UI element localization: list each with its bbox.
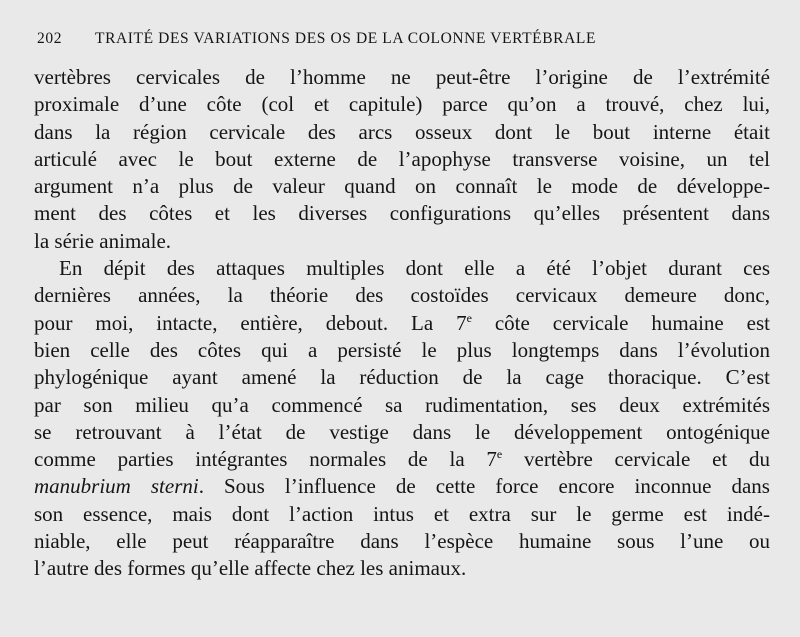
text-line: par son milieu qu’a commencé sa rudimentation, ses deux extrémités bbox=[34, 392, 770, 417]
text-line: bien celle des côtes qui a persisté le plus longtemps dans l’évolution bbox=[34, 337, 770, 362]
text-line bbox=[34, 473, 770, 500]
running-head bbox=[37, 30, 767, 56]
text-line: l’autre des formes qu’elle affecte chez les animaux. bbox=[34, 556, 467, 581]
text-line: se retrouvant à l’état de vestige dans le développement ontogénique bbox=[34, 419, 770, 444]
text-segment: côte cervicale humaine est bbox=[471, 310, 770, 335]
text-line: niable, elle peut réapparaître dans l’espèce humaine sous l’une ou bbox=[34, 529, 770, 554]
paragraph-1 bbox=[34, 64, 770, 255]
paragraph-2 bbox=[34, 255, 770, 583]
text-line: proximale d’une côte (col et capitule) parce qu’on a trouvé, chez lui, bbox=[34, 92, 770, 117]
text-segment: . Sous l’influence de cette force encore inconnue dans bbox=[198, 474, 770, 499]
ordinal-superscript: e bbox=[496, 447, 503, 462]
body-text bbox=[34, 64, 770, 583]
text-line: la série animale. bbox=[34, 228, 172, 253]
text-line: ment des côtes et les diverses configurations qu’elles présentent dans bbox=[34, 201, 770, 226]
text-line bbox=[34, 446, 770, 473]
text-segment: pour moi, intacte, entière, debout. La 7 bbox=[34, 310, 467, 335]
text-line bbox=[34, 310, 770, 337]
text-line: phylogénique ayant amené la réduction de la cage thoracique. C’est bbox=[34, 365, 770, 390]
text-line: En dépit des attaques multiples dont elle a été l’objet durant ces bbox=[59, 256, 770, 281]
text-segment: comme parties intégrantes normales de la 7 bbox=[34, 447, 497, 472]
text-line: dans la région cervicale des arcs osseux dont le bout interne était bbox=[34, 119, 770, 144]
text-segment: vertèbre cervicale et du bbox=[502, 447, 770, 472]
text-line: vertèbres cervicales de l’homme ne peut-être l’origine de l’extrémité bbox=[34, 65, 770, 89]
running-title: TRAITÉ DES VARIATIONS DES OS DE LA COLONNE VERTÉBRALE bbox=[95, 30, 597, 47]
latin-term: manubrium sterni bbox=[34, 474, 199, 499]
text-line: argument n’a plus de valeur quand on connaît le mode de développe- bbox=[34, 174, 770, 199]
text-line: son essence, mais dont l’action intus et extra sur le germe est indé- bbox=[34, 501, 770, 526]
text-line: dernières années, la théorie des costoïdes cervicaux demeure donc, bbox=[34, 283, 770, 308]
ordinal-superscript: e bbox=[466, 310, 472, 325]
page-number: 202 bbox=[37, 30, 63, 47]
text-line: articulé avec le bout externe de l’apophyse transverse voisine, un tel bbox=[34, 146, 770, 171]
